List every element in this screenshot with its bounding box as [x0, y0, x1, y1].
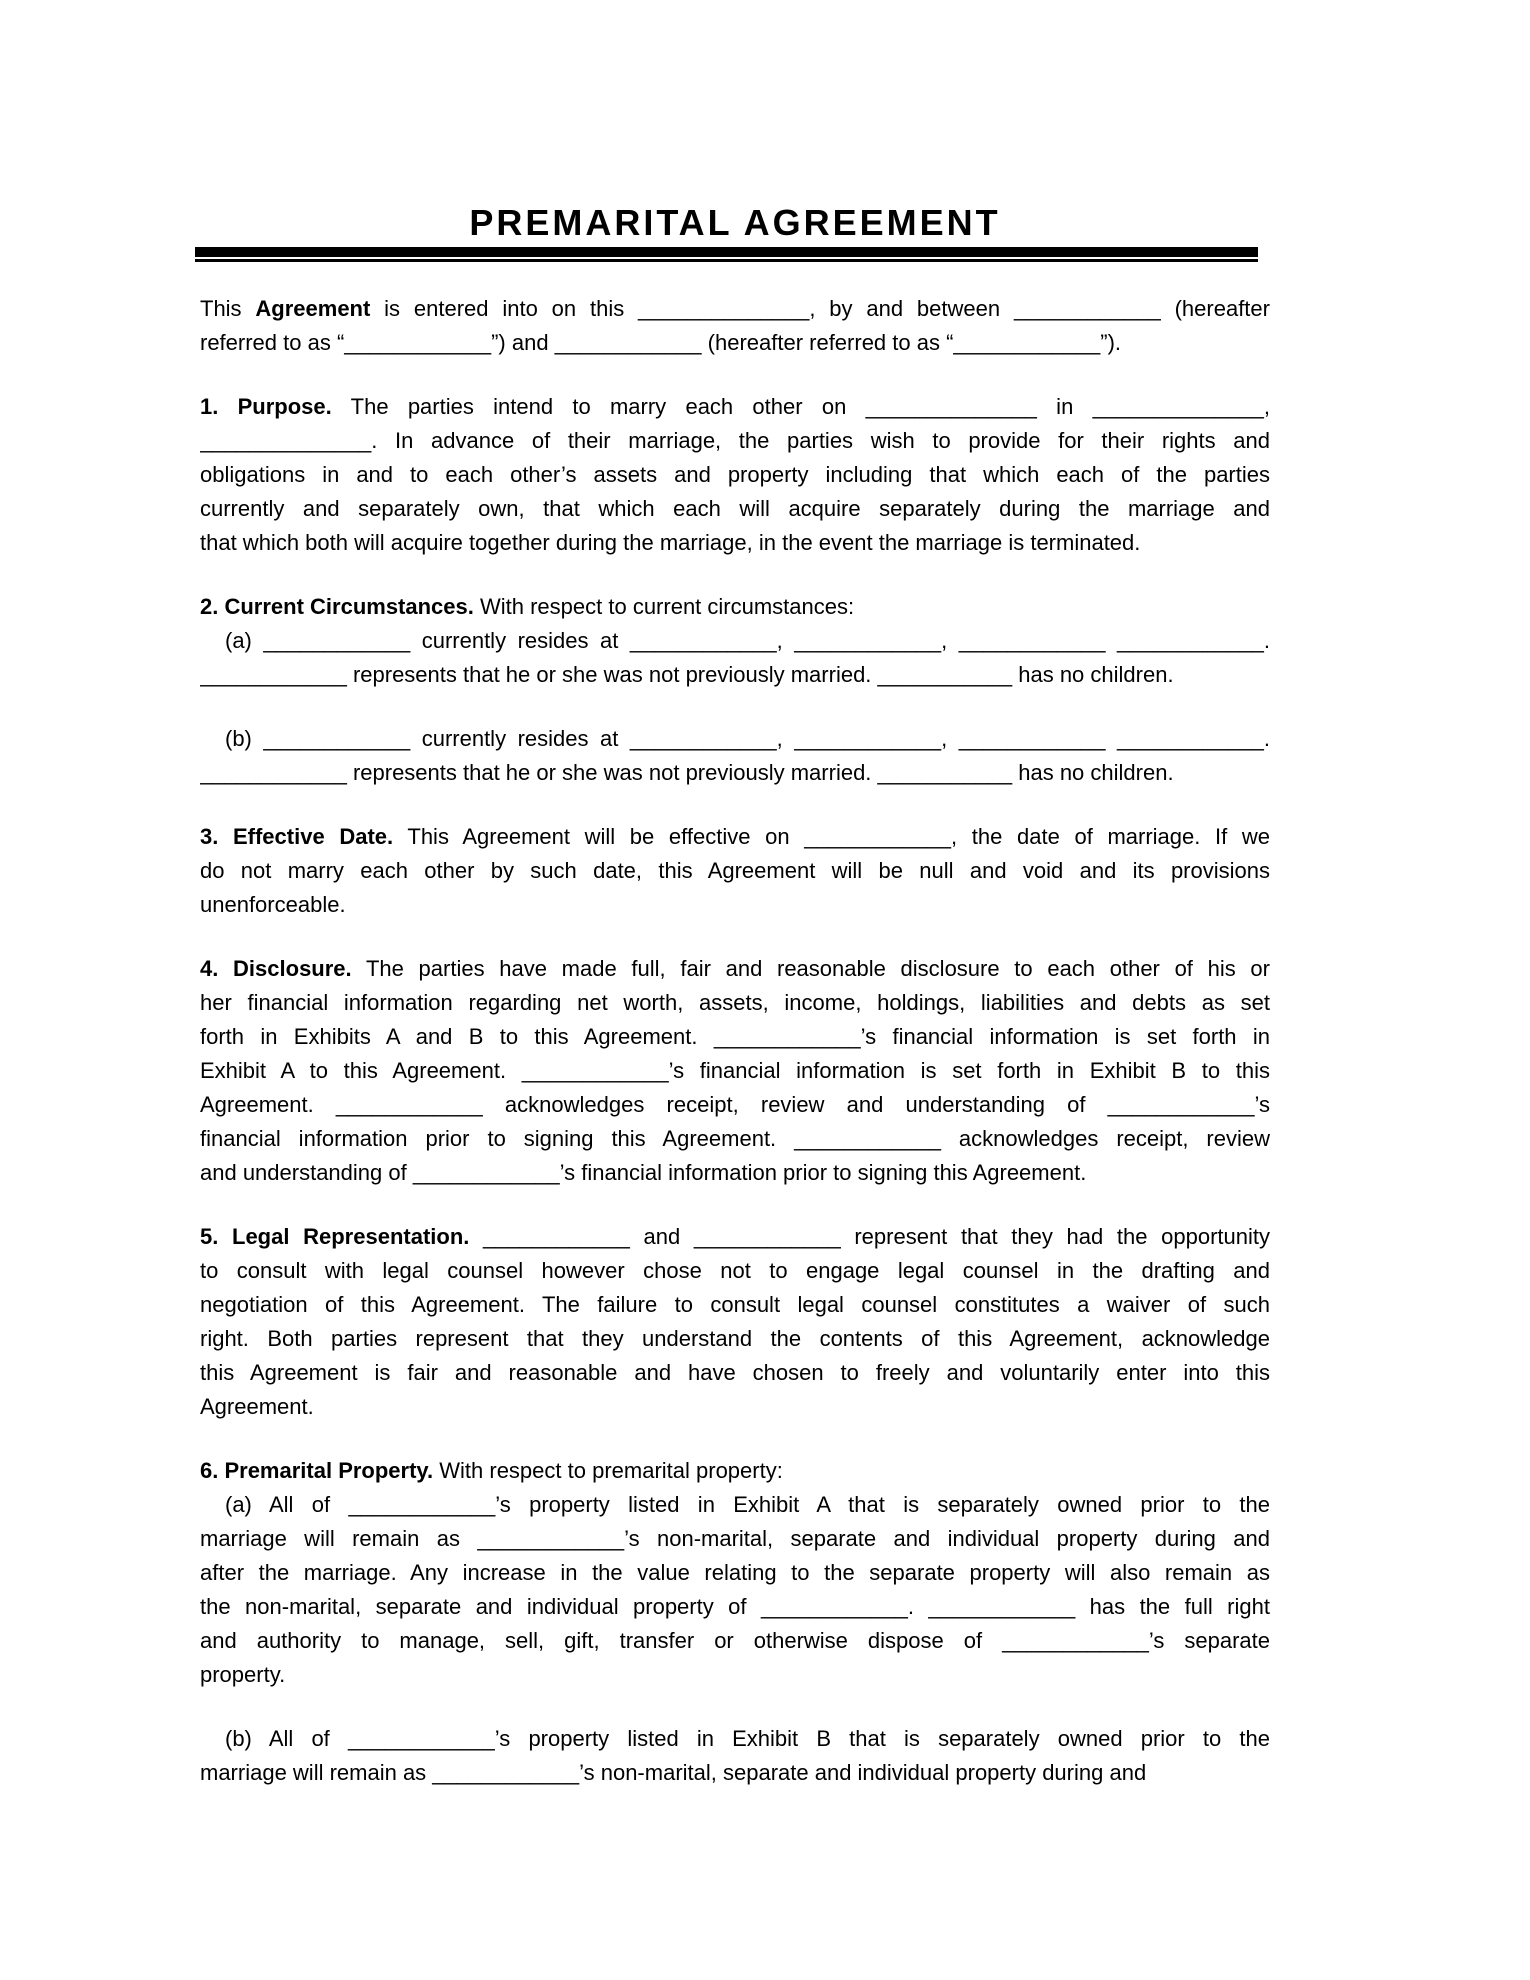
text-line — [200, 292, 1270, 326]
text-segment — [469, 1224, 483, 1249]
text-segment: is entered into on this — [370, 296, 639, 321]
text-line — [200, 492, 1270, 526]
text-segment: currently resides at — [410, 726, 630, 751]
blank-field: ____________ — [347, 1726, 495, 1751]
text-segment: (b) All of — [225, 1726, 348, 1751]
blank-field: ____________ — [958, 628, 1106, 653]
text-segment: negotiation of this Agreement. The failure to consult legal counsel constitutes a waiver of such — [200, 1292, 1270, 1317]
text-segment — [1106, 726, 1118, 751]
text-segment: marriage will remain as — [200, 1760, 433, 1785]
text-segment: obligations in and to each other’s assets and property including that which each of the parties — [200, 462, 1270, 487]
text-line — [200, 1254, 1270, 1288]
blank-field: ___________ — [877, 662, 1013, 687]
text-segment: currently resides at — [410, 628, 630, 653]
text-segment: . In advance of their marriage, the parties wish to provide for their rights and — [371, 428, 1270, 453]
text-segment: ’s property listed in Exhibit A that is separately owned prior to the — [495, 1492, 1270, 1517]
paragraph-premarital-property-a — [200, 1488, 1270, 1692]
text-segment: right. Both parties represent that they understand the contents of this Agreement, acknowledge — [200, 1326, 1270, 1351]
text-line — [200, 590, 1270, 624]
text-line — [200, 854, 1270, 888]
text-line — [200, 820, 1270, 854]
text-segment: ’s — [1254, 1092, 1270, 1117]
text-segment: . — [1263, 726, 1270, 751]
text-segment: , — [941, 726, 959, 751]
text-segment: ’s non-marital, separate and individual property during and — [579, 1760, 1147, 1785]
text-segment: 4. Disclosure. — [200, 956, 352, 981]
text-line — [200, 1556, 1270, 1590]
blank-field: ____________ — [629, 726, 777, 751]
text-line — [200, 1454, 1270, 1488]
text-line — [200, 1088, 1270, 1122]
text-segment: 3. Effective Date. — [200, 824, 394, 849]
text-line — [200, 1488, 1270, 1522]
text-line — [200, 326, 1270, 360]
text-segment: the non-marital, separate and individual property of — [200, 1594, 761, 1619]
text-segment: currently and separately own, that which each will acquire separately during the marriage and — [200, 496, 1270, 521]
text-line — [200, 390, 1270, 424]
blank-field: ____________ — [958, 726, 1106, 751]
text-segment: This Agreement will be effective on — [393, 824, 805, 849]
blank-field: ____________ — [629, 628, 777, 653]
text-segment: , — [941, 628, 959, 653]
text-segment: . — [907, 1594, 929, 1619]
blank-field: ____________ — [412, 1160, 560, 1185]
text-line — [200, 458, 1270, 492]
blank-field: ____________ — [348, 1492, 496, 1517]
text-segment: has the full right — [1075, 1594, 1270, 1619]
blank-field: ____________ — [953, 330, 1101, 355]
blank-field: ______________ — [638, 296, 810, 321]
text-segment: . — [1263, 628, 1270, 653]
text-segment: forth in Exhibits A and B to this Agreement. — [200, 1024, 714, 1049]
blank-field: ____________ — [1013, 296, 1161, 321]
text-segment: 5. Legal Representation. — [200, 1224, 470, 1249]
blank-field: ____________ — [483, 1224, 630, 1249]
text-line — [200, 1288, 1270, 1322]
text-segment: Agreement. — [200, 1092, 336, 1117]
document-body — [200, 292, 1270, 1790]
text-segment: (a) All of — [225, 1492, 349, 1517]
blank-field: ____________ — [432, 1760, 580, 1785]
blank-field: ____________ — [263, 726, 411, 751]
text-segment: With respect to premarital property: — [433, 1458, 783, 1483]
text-line — [200, 1624, 1270, 1658]
text-segment: , — [776, 628, 795, 653]
text-line — [200, 1356, 1270, 1390]
text-segment: acknowledges receipt, review and understanding of — [482, 1092, 1108, 1117]
text-segment: represent that they had the opportunity — [840, 1224, 1270, 1249]
text-segment: represents that he or she was not previously married. — [346, 662, 878, 687]
text-line — [200, 1722, 1270, 1756]
blank-field: ____________ — [1002, 1628, 1149, 1653]
text-segment: (hereafter — [1160, 296, 1270, 321]
text-line — [200, 1020, 1270, 1054]
blank-field: ____________ — [200, 662, 347, 687]
text-segment: ’s separate — [1148, 1628, 1270, 1653]
text-line — [200, 624, 1270, 658]
text-segment: (hereafter referred to as “ — [701, 330, 954, 355]
text-segment: property. — [200, 1662, 286, 1687]
blank-field: ____________ — [344, 330, 492, 355]
paragraph-current-circumstances-a — [200, 624, 1270, 692]
text-segment — [1106, 628, 1118, 653]
text-segment: ’s financial information is set forth in Exhibit B to this — [668, 1058, 1270, 1083]
text-segment: acknowledges receipt, review — [940, 1126, 1270, 1151]
text-line — [200, 1590, 1270, 1624]
text-line — [200, 1322, 1270, 1356]
text-line — [200, 1522, 1270, 1556]
paragraph-current-circumstances-heading — [200, 590, 1270, 624]
blank-field: ____________ — [794, 1126, 941, 1151]
text-segment: marriage will remain as — [200, 1526, 478, 1551]
text-line — [200, 756, 1270, 790]
paragraph-current-circumstances-b — [200, 722, 1270, 790]
blank-field: ____________ — [477, 1526, 625, 1551]
text-segment: Agreement. — [200, 1394, 314, 1419]
text-segment: , — [776, 726, 795, 751]
text-segment: financial information prior to signing this Agreement. — [200, 1126, 795, 1151]
blank-field: ____________ — [693, 1224, 841, 1249]
text-segment: represents that he or she was not previously married. — [346, 760, 878, 785]
text-segment: to consult with legal counsel however chose not to engage legal counsel in the drafting and — [200, 1258, 1270, 1283]
paragraph-legal-representation — [200, 1220, 1270, 1424]
text-segment: after the marriage. Any increase in the value relating to the separate property will also remain as — [200, 1560, 1270, 1585]
blank-field: ____________ — [760, 1594, 908, 1619]
blank-field: ____________ — [521, 1058, 669, 1083]
text-line — [200, 1220, 1270, 1254]
blank-field: ____________ — [928, 1594, 1076, 1619]
text-line — [200, 1756, 1270, 1790]
paragraph-premarital-property-b — [200, 1722, 1270, 1790]
text-segment: ’s non-marital, separate and individual property during and — [624, 1526, 1270, 1551]
text-segment: (b) — [225, 726, 264, 751]
text-segment: do not marry each other by such date, this Agreement will be null and void and its provisions — [200, 858, 1270, 883]
blank-field: ____________ — [1117, 726, 1264, 751]
blank-field: ____________ — [1107, 1092, 1255, 1117]
text-segment: referred to as “ — [200, 330, 345, 355]
text-segment: ’s financial information is set forth in — [860, 1024, 1270, 1049]
blank-field: ____________ — [794, 726, 942, 751]
text-segment: and — [629, 1224, 694, 1249]
blank-field: ____________ — [554, 330, 702, 355]
text-segment: , — [1263, 394, 1270, 419]
text-line — [200, 888, 1270, 922]
text-line — [200, 424, 1270, 458]
text-segment: has no children. — [1012, 662, 1174, 687]
paragraph-disclosure — [200, 952, 1270, 1190]
blank-field: ____________ — [200, 760, 347, 785]
paragraph-premarital-property-heading — [200, 1454, 1270, 1488]
text-segment: Exhibit A to this Agreement. — [200, 1058, 522, 1083]
text-segment: This — [200, 296, 256, 321]
document-content — [200, 0, 1270, 1790]
text-line — [200, 658, 1270, 692]
text-segment: this Agreement is fair and reasonable and have chosen to freely and voluntarily enter into this — [200, 1360, 1270, 1385]
text-segment: that which both will acquire together during the marriage, in the event the marriage is terminated. — [200, 530, 1141, 555]
text-segment: ’s financial information prior to signing this Agreement. — [559, 1160, 1087, 1185]
text-segment: ”). — [1100, 330, 1122, 355]
text-segment: in — [1036, 394, 1093, 419]
text-segment: Agreement — [255, 296, 371, 321]
text-segment: , by and between — [809, 296, 1014, 321]
text-segment: , the date of marriage. If we — [951, 824, 1270, 849]
text-segment: With respect to current circumstances: — [473, 594, 855, 619]
text-line — [200, 722, 1270, 756]
text-line — [200, 1054, 1270, 1088]
text-line — [200, 1390, 1270, 1424]
blank-field: ____________ — [1117, 628, 1264, 653]
paragraph-intro — [200, 292, 1270, 360]
text-segment: has no children. — [1012, 760, 1174, 785]
blank-field: ____________ — [713, 1024, 861, 1049]
blank-field: ____________ — [263, 628, 411, 653]
text-segment: 2. Current Circumstances. — [200, 594, 474, 619]
title-divider-rule — [195, 247, 1258, 262]
blank-field: ______________ — [865, 394, 1037, 419]
text-line — [200, 952, 1270, 986]
text-segment: and authority to manage, sell, gift, transfer or otherwise dispose of — [200, 1628, 1003, 1653]
text-segment: 1. Purpose. — [200, 394, 332, 419]
text-line — [200, 1122, 1270, 1156]
page-title: PREMARITAL AGREEMENT — [469, 202, 1001, 243]
text-segment: The parties intend to marry each other on — [331, 394, 866, 419]
blank-field: ____________ — [335, 1092, 483, 1117]
paragraph-purpose — [200, 390, 1270, 560]
text-line — [200, 1658, 1270, 1692]
text-line — [200, 986, 1270, 1020]
text-line — [200, 1156, 1270, 1190]
blank-field: ______________ — [200, 428, 372, 453]
blank-field: ____________ — [794, 628, 942, 653]
blank-field: ___________ — [877, 760, 1013, 785]
text-segment: The parties have made full, fair and reasonable disclosure to each other of his or — [351, 956, 1270, 981]
blank-field: ______________ — [1092, 394, 1264, 419]
text-line — [200, 526, 1270, 560]
text-segment: unenforceable. — [200, 892, 346, 917]
text-segment: (a) — [225, 628, 264, 653]
blank-field: ____________ — [804, 824, 952, 849]
paragraph-effective-date — [200, 820, 1270, 922]
text-segment: and understanding of — [200, 1160, 413, 1185]
text-segment: her financial information regarding net worth, assets, income, holdings, liabilities and debts as set — [200, 990, 1270, 1015]
text-segment: 6. Premarital Property. — [200, 1458, 434, 1483]
text-segment: ”) and — [491, 330, 555, 355]
text-segment: ’s property listed in Exhibit B that is separately owned prior to the — [494, 1726, 1270, 1751]
